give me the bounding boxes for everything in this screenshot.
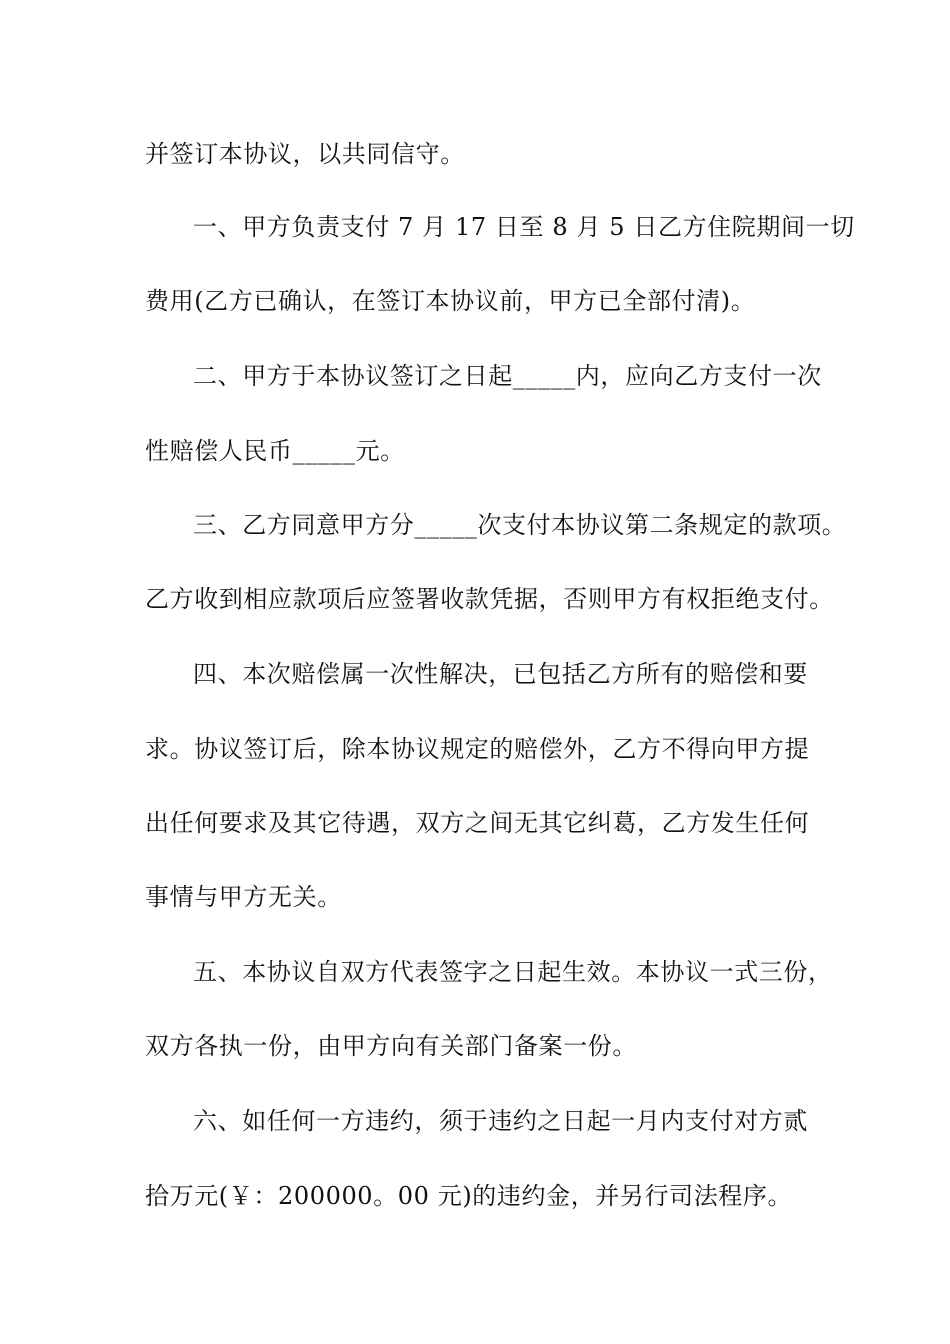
clause-1-line-2: 费用(乙方已确认，在签订本协议前，甲方已全部付清)。 — [145, 287, 756, 315]
clause-3-line-1: 三、乙方同意甲方分_____次支付本协议第二条规定的款项。 — [193, 511, 847, 539]
clause-1-line-1: 一、甲方负责支付 7 月 17 日至 8 月 5 日乙方住院期间一切 — [193, 213, 855, 241]
clause-4-line-3: 出任何要求及其它待遇，双方之间无其它纠葛，乙方发生任何 — [145, 809, 810, 837]
clause-4-line-1: 四、本次赔偿属一次性解决，已包括乙方所有的赔偿和要 — [193, 660, 808, 688]
clause-2-line-1: 二、甲方于本协议签订之日起_____内，应向乙方支付一次 — [193, 362, 822, 390]
clause-4-line-4: 事情与甲方无关。 — [145, 883, 342, 911]
clause-6-line-1: 六、如任何一方违约，须于违约之日起一月内支付对方贰 — [193, 1107, 808, 1135]
paragraph-preamble-line-2: 并签订本协议，以共同信守。 — [145, 140, 465, 168]
clause-5-line-2: 双方各执一份，由甲方向有关部门备案一份。 — [145, 1032, 637, 1060]
clause-4-line-2: 求。协议签订后，除本协议规定的赔偿外，乙方不得向甲方提 — [145, 735, 810, 763]
clause-3-line-2: 乙方收到相应款项后应签署收款凭据，否则甲方有权拒绝支付。 — [145, 585, 834, 613]
clause-6-line-2: 拾万元(￥：200000。00 元)的违约金，并另行司法程序。 — [145, 1182, 793, 1210]
clause-5-line-1: 五、本协议自双方代表签字之日起生效。本协议一式三份， — [193, 958, 833, 986]
clause-2-line-2: 性赔偿人民币_____元。 — [145, 437, 405, 465]
